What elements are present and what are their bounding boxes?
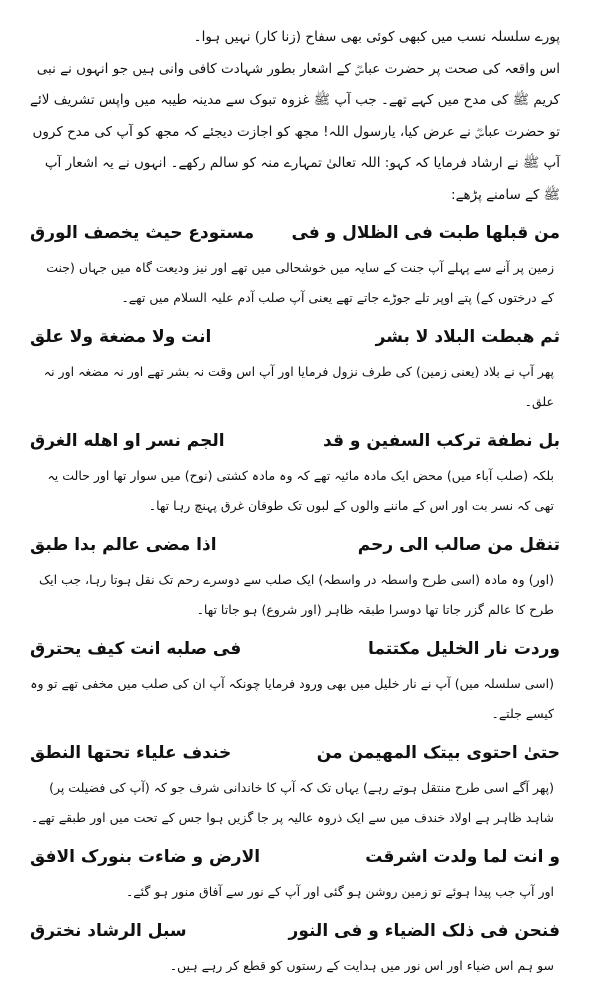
verse-translation: اور آپ جب پیدا ہوئے تو زمین روشن ہو گئی اور آپ کے نور سے آفاق منور ہو گئے۔: [125, 884, 554, 899]
verse-first-hemistich: بل نطفة ترکب السفین و قد: [323, 431, 560, 451]
verse-second-hemistich: خندف علیاء تحتھا النطق: [30, 743, 232, 763]
stanza: [30, 317, 560, 417]
verse-translation: (پھر آگے اسی طرح منتقل ہوتے رہے) یہاں تک کہ آپ کا خاندانی شرف جو کہ (آپ کی فضیلت پر) شاہد ظاہر ہے اولاد خندف میں سے ایک ذروہ عالیہ پر جا گزیں ہوا جس کے تحت میں اور طبقے تھے۔: [30, 780, 554, 825]
verse-second-hemistich: مستودع حیث یخصف الورق: [30, 223, 255, 243]
verse-second-hemistich: فی صلبه انت کیف یحترق: [30, 639, 242, 659]
stanza: [30, 525, 560, 625]
verse-first-hemistich: وردت نار الخلیل مکتتما: [367, 639, 560, 659]
stanza: [30, 213, 560, 313]
verse-second-hemistich: انت ولا مضغة ولا علق: [30, 327, 212, 347]
verse-line: [30, 213, 560, 253]
verse-line: [30, 733, 560, 773]
verse-second-hemistich: الارض و ضاءت بنورک الافق: [30, 847, 261, 867]
intro-paragraph: اس واقعہ کی صحت پر حضرت عباسؓ کے اشعار بطور شہادت کافی وانی ہیں جو انہوں نے نبی کریم ﷺ کی مدح میں کہے تھے۔ جب آپ ﷺ غزوہ تبوک سے مدینہ طیبہ میں واپس تشریف لائے تو حضرت عباسؓ نے عرض کیا، یارسول اللہ! مجھ کو اجازت دیجئے کہ مجھ کو آپ کی مدح کروں آپ ﷺ نے ارشاد فرمایا کہ کہو: اللہ تعالیٰ تمہارے منہ کو سالم رکھے۔ انہوں نے یہ اشعار آپ ﷺ کے سامنے پڑھے:: [30, 60, 560, 203]
stanza: [30, 733, 560, 833]
stanza: [30, 629, 560, 729]
verse-second-hemistich: سبل الرشاد نخترق: [30, 921, 187, 941]
verse-first-hemistich: تنقل من صالب الی رحم: [357, 535, 560, 555]
verse-second-hemistich: الجم نسر او اھله الغرق: [30, 431, 225, 451]
verse-first-hemistich: حتیٰ احتوی بیتک المھیمن من: [316, 743, 560, 763]
verse-translation: (اسی سلسلہ میں) آپ نے نار خلیل میں بھی ورود فرمایا چونکہ آپ ان کی صلب میں مخفی تھے تو وہ کیسے جلتے۔: [30, 676, 554, 721]
stanza: [30, 421, 560, 521]
verse-translation: (اور) وہ مادہ (اسی طرح واسطہ در واسطہ) ایک صلب سے دوسرے رحم تک نقل ہوتا رہا، جب ایک طرح کا عالم گزر جاتا تھا دوسرا طبقہ ظاہر (اور شروع) ہو جاتا تھا۔: [38, 572, 554, 617]
verse-first-hemistich: من قبلها طبت فی الظلال و فی: [291, 223, 560, 243]
verse-line: [30, 911, 560, 951]
verse-second-hemistich: اذا مضی عالم بدا طبق: [30, 535, 217, 555]
stanza: [30, 837, 560, 907]
verse-first-hemistich: فنحن فی ذلک الضیاء و فی النور: [288, 921, 560, 941]
verse-first-hemistich: و انت لما ولدت اشرقت: [365, 847, 560, 867]
verse-line: [30, 525, 560, 565]
verse-line: [30, 317, 560, 357]
verse-line: [30, 629, 560, 669]
intro-line: پورے سلسلہ نسب میں کبھی کوئی بھی سفاح (زنا کار) نہیں ہوا۔: [193, 29, 560, 45]
verse-line: [30, 421, 560, 461]
verse-translation: بلکہ (صلب آباء میں) محض ایک مادہ مائیہ تھے کہ وہ مادہ کشتی (نوح) میں سوار تھا اور حالت یہ تھی کہ نسر بت اور اس کے ماننے والوں کے لبوں تک طوفان غرق پہنچ رہا تھا۔: [47, 468, 554, 513]
stanza: [30, 911, 560, 981]
verse-line: [30, 837, 560, 877]
verse-translation: پھر آپ نے بلاد (یعنی زمین) کی طرف نزول فرمایا اور آپ اس وقت نہ بشر تھے اور نہ مضغہ اور نہ علق۔: [43, 364, 554, 409]
verse-translation: زمین پر آنے سے پہلے آپ جنت کے سایہ میں خوشحالی میں تھے اور نیز ودیعت گاہ میں جہاں (جنت کے درختوں کے) پتے اوپر تلے جوڑے جاتے تھے یعنی آپ صلب آدم علیہ السلام میں تھے۔: [46, 260, 554, 305]
verse-translation: سو ہم اس ضیاء اور اس نور میں ہدایت کے رستوں کو قطع کر رہے ہیں۔: [169, 958, 554, 973]
verse-first-hemistich: ثم ھبطت البلاد لا بشر: [375, 327, 560, 347]
